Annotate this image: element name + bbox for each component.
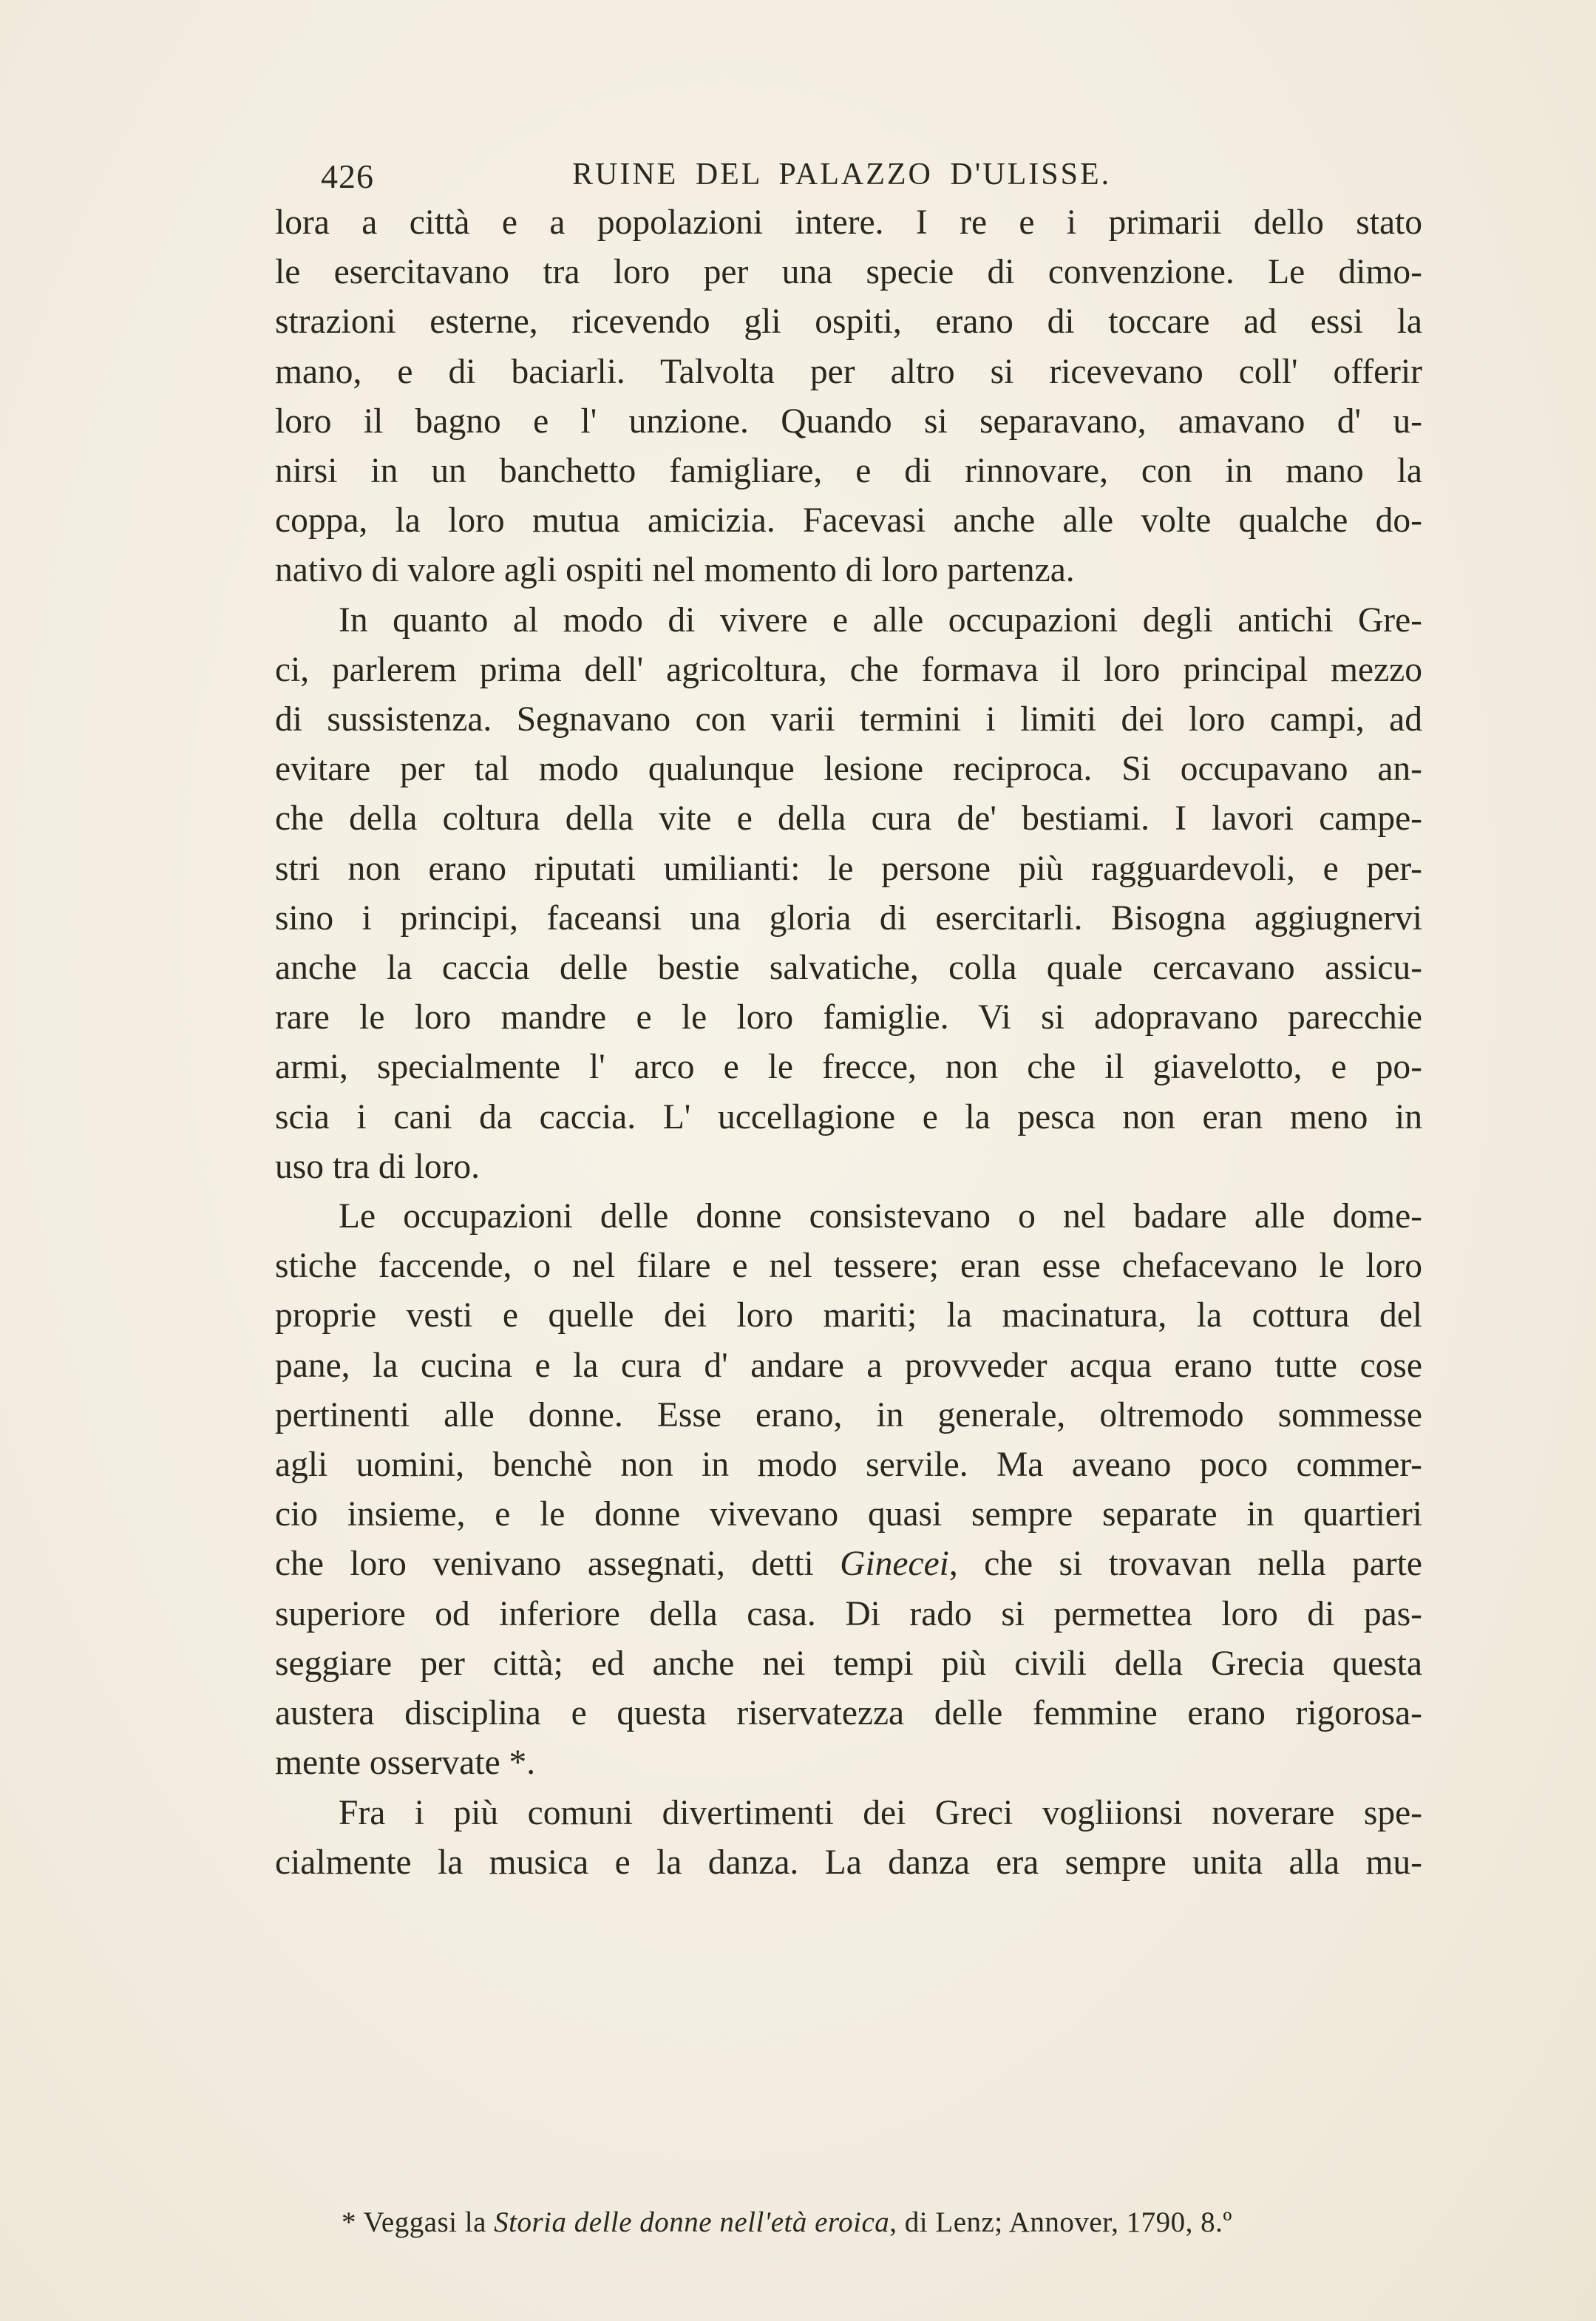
text-line: mano, e di baciarli. Talvolta per altro si ricevevano coll' offerir — [275, 352, 1422, 391]
text-line: rare le loro mandre e le loro famiglie. Vi si adopravano parecchie — [275, 998, 1422, 1037]
text-line: anche la caccia delle bestie salvatiche, colla quale cercavano assicu- — [275, 949, 1422, 988]
text-line: Le occupazioni delle donne consistevano o nel badare alle dome- — [339, 1197, 1422, 1236]
text-line: superiore od inferiore della casa. Di rado si permettea loro di pas- — [275, 1594, 1422, 1633]
text-line: cio insieme, e le donne vivevano quasi sempre separate in quartieri — [275, 1495, 1422, 1534]
text-line: pertinenti alle donne. Esse erano, in generale, oltremodo sommesse — [275, 1395, 1422, 1434]
text-line: sino i principi, faceansi una gloria di esercitarli. Bisogna aggiugnervi — [275, 898, 1422, 938]
paragraph-3 — [275, 1192, 1422, 1788]
text-line: Fra i più comuni divertimenti dei Greci vogliionsi noverare spe- — [339, 1793, 1422, 1832]
text-line: stri non erano riputati umilianti: le persone più ragguardevoli, e per- — [275, 849, 1422, 888]
text-line: strazioni esterne, ricevendo gli ospiti, erano di toccare ad essi la — [275, 302, 1422, 342]
text-line: agli uomini, benchè non in modo servile. Ma aveano poco commer- — [275, 1446, 1422, 1485]
text-line-with-italic — [275, 1539, 1422, 1589]
text-line: seggiare per città; ed anche nei tempi più civili della Grecia questa — [275, 1644, 1422, 1683]
text-line: cialmente la musica e la danza. La danza era sempre unita alla mu- — [275, 1843, 1422, 1882]
text-line: evitare per tal modo qualunque lesione reciproca. Si occupavano an- — [275, 750, 1422, 789]
running-title: RUINE DEL PALAZZO D'ULISSE. — [572, 157, 1112, 192]
text-line: mente osservate *. — [275, 1744, 536, 1783]
text-line: nativo di valore agli ospiti nel momento di loro partenza. — [275, 551, 1075, 590]
footnote-text: Veggasi la — [356, 2206, 495, 2238]
page-header — [321, 157, 1431, 201]
italic-term: Ginecei — [840, 1545, 949, 1584]
footnote-marker: * — [342, 2206, 356, 2238]
text-line: stiche faccende, o nel filare e nel tessere; eran esse chefacevano le loro — [275, 1247, 1422, 1286]
text-line: ci, parlerem prima dell' agricoltura, che formava il loro principal mezzo — [275, 650, 1422, 689]
text-segment: che loro venivano assegnati, detti — [275, 1545, 841, 1584]
text-line: uso tra di loro. — [275, 1147, 481, 1186]
text-segment: , che si trovavan nella parte — [948, 1545, 1422, 1584]
text-line: pane, la cucina e la cura d' andare a provveder acqua erano tutte cose — [275, 1346, 1422, 1385]
text-line: proprie vesti e quelle dei loro mariti; la macinatura, la cottura del — [275, 1296, 1422, 1335]
footnote — [342, 2203, 1443, 2242]
text-line: loro il bagno e l' unzione. Quando si separavano, amavano d' u- — [275, 401, 1422, 441]
body-text — [275, 198, 1422, 1888]
text-line: di sussistenza. Segnavano con varii termini i limiti dei loro campi, ad — [275, 700, 1422, 739]
text-line: austera disciplina e questa riservatezza delle femmine erano rigorosa- — [275, 1694, 1422, 1733]
text-line: le esercitavano tra loro per una specie di convenzione. Le dimo- — [275, 253, 1422, 292]
text-line: armi, specialmente l' arco e le frecce, non che il giavelotto, e po- — [275, 1048, 1422, 1087]
footnote-title: Storia delle donne nell'età eroica — [494, 2206, 890, 2238]
paragraph-4 — [275, 1789, 1422, 1888]
text-line: coppa, la loro mutua amicizia. Facevasi anche alle volte qualche do- — [275, 501, 1422, 541]
text-line: In quanto al modo di vivere e alle occupazioni degli antichi Gre- — [339, 600, 1422, 640]
footnote-text: , di Lenz; Annover, 1790, 8.º — [889, 2206, 1232, 2238]
text-line: lora a città e a popolazioni intere. I re e i primarii dello stato — [275, 203, 1422, 242]
text-line: nirsi in un banchetto famigliare, e di rinnovare, con in mano la — [275, 452, 1422, 491]
text-line: scia i cani da caccia. L' uccellagione e la pesca non eran meno in — [275, 1097, 1422, 1136]
paragraph-2 — [275, 596, 1422, 1192]
text-line: che della coltura della vite e della cura de' bestiami. I lavori campe- — [275, 799, 1422, 838]
page-number: 426 — [321, 157, 374, 195]
paragraph-1 — [275, 198, 1422, 596]
